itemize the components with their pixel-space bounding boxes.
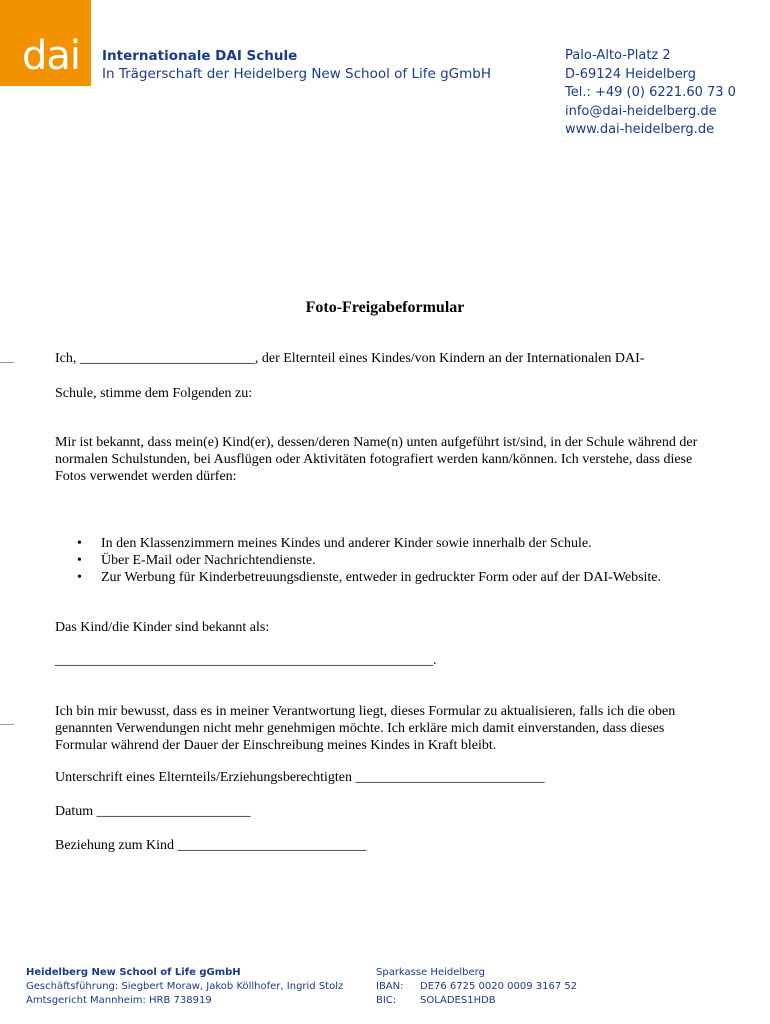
fold-mark-top: [0, 362, 14, 363]
responsibility-paragraph: Ich bin mir bewusst, dass es in meiner Verantwortung liegt, dieses Formular zu aktualisieren, falls ich die oben genannten Verwendungen nicht mehr genehmigen möchte. Ich erkläre mich damit einverstanden, dass dieses Formular während der Dauer der Einschreibung meines Kindes in Kraft bleibt.: [55, 704, 676, 753]
footer-company-info: [26, 966, 343, 1008]
relationship-field[interactable]: Beziehung zum Kind ___________________________: [55, 838, 367, 853]
footer-company: Heidelberg New School of Life gGmbH: [26, 967, 241, 978]
footer-bank-info: [376, 966, 577, 1008]
awareness-paragraph: Mir ist bekannt, dass mein(e) Kind(er), dessen/deren Name(n) unten aufgeführt ist/sind, in der Schule während der normalen Schulstunden, bei Ausflügen oder Aktivitäten fotografiert werden kann/können. Ich verstehe, dass diese Fotos verwendet werden dürfen:: [55, 435, 698, 484]
website-address: www.dai-heidelberg.de: [565, 122, 715, 137]
date-field[interactable]: Datum ______________________: [55, 804, 251, 819]
bic-value: SOLADES1HDB: [420, 995, 496, 1006]
footer-court: Amtsgericht Mannheim: HRB 738919: [26, 995, 212, 1006]
address-street: Palo-Alto-Platz 2: [565, 48, 671, 63]
list-item: • Über E-Mail oder Nachrichtendienste.: [101, 552, 741, 569]
address-city: D-69124 Heidelberg: [565, 66, 697, 82]
logo-text: dai: [22, 33, 81, 79]
footer-bank: Sparkasse Heidelberg: [376, 967, 485, 978]
list-item: • In den Klassenzimmern meines Kindes und anderer Kinder sowie innerhalb der Schule.: [101, 535, 741, 552]
signature-field[interactable]: Unterschrift eines Elternteils/Erziehungsberechtigten ___________________________: [55, 770, 545, 785]
intro-line-1: Ich, _________________________, der Elternteil eines Kindes/von Kindern an der Internationalen DAI-: [55, 351, 645, 366]
children-name-line[interactable]: ______________________________________________________.: [55, 653, 437, 668]
iban-label: IBAN:: [376, 981, 404, 992]
phone-number: Tel.: +49 (0) 6221.60 73 0: [565, 85, 736, 100]
intro-line-2: Schule, stimme dem Folgenden zu:: [55, 386, 253, 401]
org-subtitle: In Trägerschaft der Heidelberg New School of Life gGmbH: [102, 66, 491, 82]
list-item: • Zur Werbung für Kinderbetreuungsdienste, entweder in gedruckter Form oder auf der DAI-Website.: [101, 569, 741, 586]
uses-list: [55, 535, 741, 586]
bic-label: BIC:: [376, 995, 397, 1006]
org-name: Internationale DAI Schule: [102, 48, 298, 64]
iban-value: DE76 6725 0020 0009 3167 52: [420, 981, 578, 992]
dai-logo: [0, 0, 91, 86]
contact-block: [565, 47, 736, 140]
org-block: [102, 47, 491, 83]
document-title: Foto-Freigabeformular: [305, 299, 465, 316]
footer-management: Geschäftsführung: Siegbert Moraw, Jakob Köllhofer, Ingrid Stolz: [26, 981, 344, 992]
children-label: Das Kind/die Kinder sind bekannt als:: [55, 620, 270, 635]
email-address: info@dai-heidelberg.de: [565, 103, 717, 119]
fold-mark-bottom: [0, 724, 14, 725]
